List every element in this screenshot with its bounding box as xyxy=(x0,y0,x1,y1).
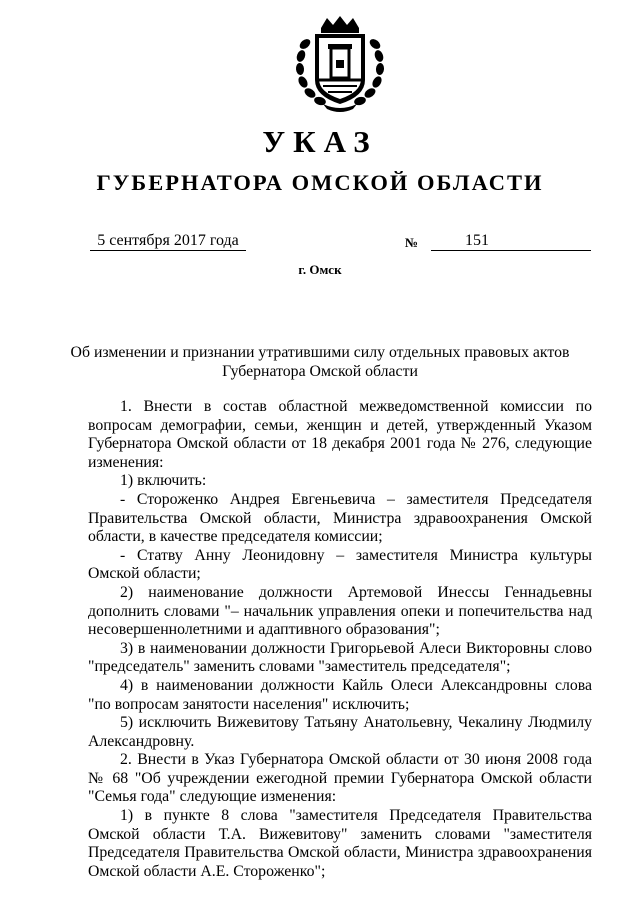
paragraph: - Статву Анну Леонидовну – заместителя Министра культуры Омской области; xyxy=(88,546,592,583)
paragraph: 4) в наименовании должности Кайль Олеси Александровны слова "по вопросам занятости населения" исключить; xyxy=(88,676,592,713)
decree-date: 5 сентября 2017 года xyxy=(90,232,246,251)
paragraph: 2. Внести в Указ Губернатора Омской области от 30 июня 2008 года № 68 "Об учреждении ежегодной премии Губернатора Омской области "Семья года" следующие изменения: xyxy=(88,751,592,806)
paragraph: - Стороженко Андрея Евгеньевича – заместителя Председателя Правительства Омской области, Министра здравоохранения Омской области, в качестве председателя комиссии; xyxy=(88,490,592,546)
subject-line: Губернатора Омской области xyxy=(222,362,418,380)
decree-title: УКАЗ xyxy=(262,124,378,159)
paragraph: 2) наименование должности Артемовой Инессы Геннадьевны дополнить словами "– начальник управления опеки и попечительства над несовершеннолетними и адаптивного образования"; xyxy=(88,583,592,639)
decree-city: г. Омск xyxy=(298,262,342,277)
paragraph: 5) исключить Вижевитову Татьяну Анатольевну, Чекалину Людмилу Александровну. xyxy=(88,714,592,750)
decree-body xyxy=(88,398,592,881)
paragraph: 1) включить: xyxy=(120,472,207,490)
paragraph: 1) в пункте 8 слова "заместителя Председателя Правительства Омской области Т.А. Вижевитову" заменить словами "заместителя Председателя Правительства Омской области, Министра здравоохранения Омской области А.Е. Стороженко"; xyxy=(88,807,592,880)
paragraph: 1. Внести в состав областной межведомственной комиссии по вопросам демографии, семьи, женщин и детей, утвержденный Указом Губернатора Омской области от 18 декабря 2001 года № 276, следующие изменения: xyxy=(88,398,592,471)
decree-subject xyxy=(70,344,570,381)
decree-issuer: ГУБЕРНАТОРА ОМСКОЙ ОБЛАСТИ xyxy=(96,170,544,195)
number-label: № xyxy=(405,235,419,250)
paragraph: 3) в наименовании должности Григорьевой Алеси Викторовны слово "председатель" заменить словами "заместитель председателя"; xyxy=(88,639,592,676)
subject-line: Об изменении и признании утратившими силу отдельных правовых актов xyxy=(70,344,570,361)
coat-of-arms-icon xyxy=(293,14,387,112)
number-underline xyxy=(431,232,591,251)
decree-number: 151 xyxy=(465,232,489,249)
